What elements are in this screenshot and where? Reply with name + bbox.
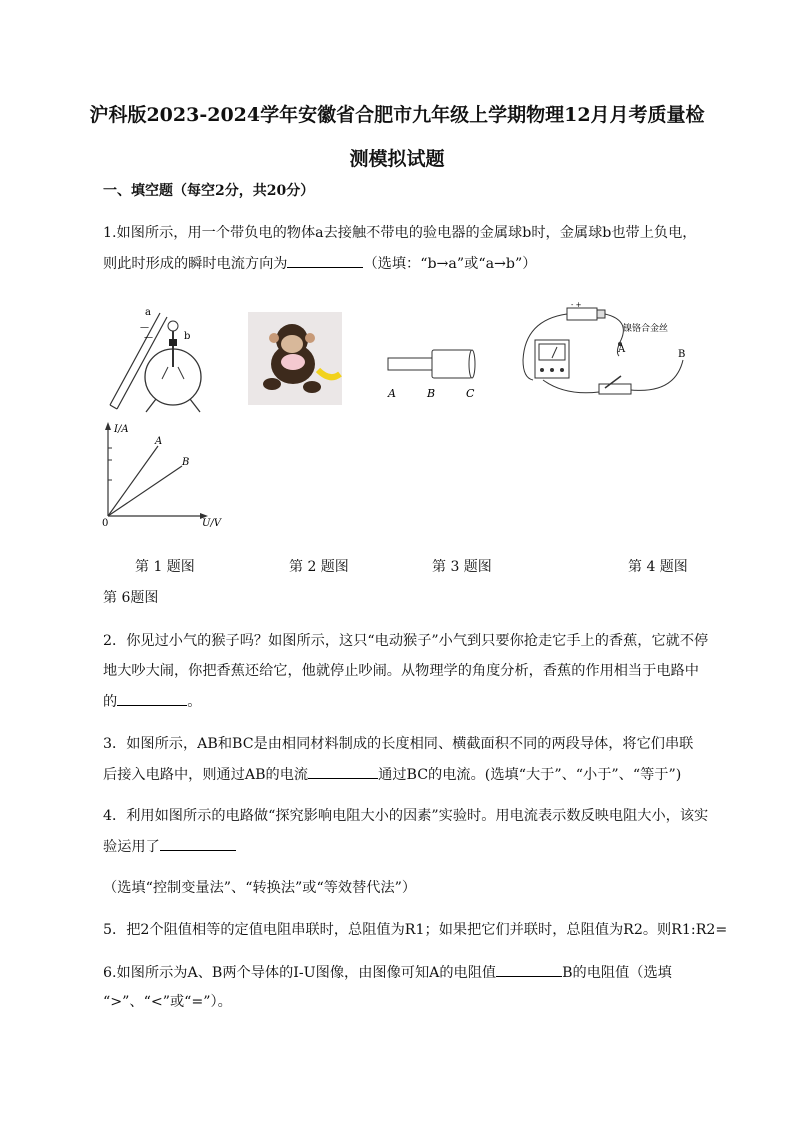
question-6-line-2: “>”、“<”或“=”）。 xyxy=(103,994,232,1010)
caption-figure-3: 第 3 题图 xyxy=(432,559,492,575)
caption-figure-1: 第 1 题图 xyxy=(135,559,195,575)
question-5-line-1: 5．把2个阻值相等的定值电阻串联时，总阻值为R1；如果把它们并联时，总阻值为R2。则R1:R2= xyxy=(103,922,728,938)
page-title-continued: 测模拟试题 xyxy=(349,148,445,170)
question-2-line-1: 2．你见过小气的猴子吗？如图所示，这只“电动猴子”小气到只要你抢走它手上的香蕉，它就不停 xyxy=(103,633,709,649)
section-heading: 一、填空题（每空2分，共20分） xyxy=(103,183,315,199)
label-B: B xyxy=(678,349,686,360)
question-2-end: 。 xyxy=(187,694,202,710)
question-1-line-1: 1.如图所示，用一个带负电的物体a去接触不带电的验电器的金属球b时，金属球b也带上负电， xyxy=(103,225,697,241)
question-3-line-1: 3．如图所示，AB和BC是由相同材料制成的长度相同、横截面积不同的两段导体，将它们串联 xyxy=(103,736,694,752)
label-C: C xyxy=(466,387,475,400)
question-4-line-2 xyxy=(103,835,693,858)
y-axis-label: I/A xyxy=(114,424,129,435)
caption-figure-4: 第 4 题图 xyxy=(628,559,688,575)
minus-sign: — xyxy=(144,333,153,343)
battery-sign: - + xyxy=(571,301,582,309)
question-6-text: 6.如图所示为A、B两个导体的I-U图像，由图像可知A的电阻值 xyxy=(103,965,497,981)
figure-6-iu-graph xyxy=(100,420,230,530)
question-1-line-2 xyxy=(103,252,693,275)
question-2-text: 的 xyxy=(103,694,118,710)
question-4-text: 验运用了 xyxy=(103,839,160,855)
question-3-options: 通过BC的电流。(选填“大于”、“小于”、“等于”) xyxy=(378,767,682,783)
caption-figure-2: 第 2 题图 xyxy=(289,559,349,575)
answer-blank xyxy=(117,690,187,706)
answer-blank xyxy=(308,763,378,779)
answer-blank xyxy=(160,835,236,851)
label-a: a xyxy=(145,307,151,318)
label-A: A xyxy=(388,387,396,400)
question-1-text: 则此时形成的瞬时电流方向为 xyxy=(103,256,288,272)
question-4-line-1: 4．利用如图所示的电路做“探究影响电阻大小的因素”实验时。用电流表示数反映电阻大小，该实 xyxy=(103,808,709,824)
question-3-line-2 xyxy=(103,763,693,786)
minus-sign: — xyxy=(140,323,149,333)
label-B: B xyxy=(427,387,436,400)
question-6-line-1 xyxy=(103,961,693,984)
figure-2-monkey-photo xyxy=(248,312,342,405)
label-b: b xyxy=(184,331,191,342)
line-A-label: A xyxy=(155,436,163,447)
figure-3-conductor xyxy=(380,340,490,405)
answer-blank xyxy=(287,252,363,268)
x-axis-label: U/V xyxy=(202,518,222,529)
question-1-options: （选填：“b→a”或“a→b”） xyxy=(363,256,537,272)
figure-1-electroscope xyxy=(100,305,220,415)
question-6-text-cont: B的电阻值（选填 xyxy=(562,965,672,981)
figure-4-circuit xyxy=(515,300,695,405)
question-3-text: 后接入电路中，则通过AB的电流 xyxy=(103,767,309,783)
origin-label: 0 xyxy=(102,518,109,529)
label-A: A xyxy=(618,344,626,355)
line-B-label: B xyxy=(182,457,190,468)
question-4-line-3: （选填“控制变量法”、“转换法”或“等效替代法”） xyxy=(103,880,417,896)
wire-label: 镍铬合金丝 xyxy=(623,324,669,334)
page-title: 沪科版2023-2024学年安徽省合肥市九年级上学期物理12月月考质量检 xyxy=(89,104,705,126)
question-2-line-3 xyxy=(103,690,693,713)
caption-figure-6: 第 6题图 xyxy=(103,590,159,606)
question-2-line-2: 地大吵大闹，你把香蕉还给它，他就停止吵闹。从物理学的角度分析，香蕉的作用相当于电路中 xyxy=(103,663,699,679)
answer-blank xyxy=(496,961,562,977)
